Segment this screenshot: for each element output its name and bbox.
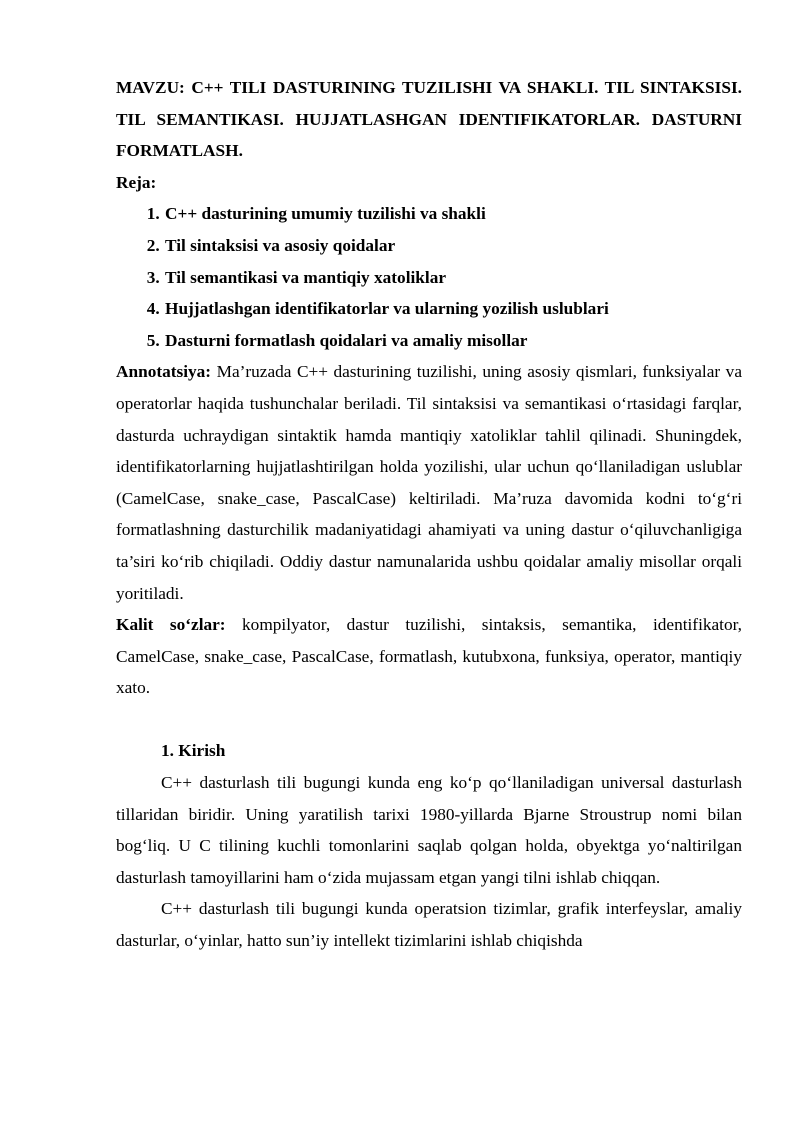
annotation-label: Annotatsiya:: [116, 362, 212, 382]
keywords-label: Kalit so‘zlar:: [116, 615, 226, 635]
section-heading: 1. Kirish: [161, 741, 226, 761]
plan-label: Reja:: [116, 172, 157, 192]
plan-item: 2. Til sintaksisi va asosiy qoidalar: [164, 230, 742, 262]
plan-item: 1. C++ dasturining umumiy tuzilishi va shakli: [164, 198, 742, 230]
annotation-text: Ma’ruzada C++ dasturining tuzilishi, uning asosiy qismlari, funksiyalar va operatorlar haqida tushunchalar beriladi. Til sintaksisi va semantikasi o‘rtasidagi farqlar, dasturda uchraydigan sintaktik hamda mantiqiy xatoliklar tahlil qilinadi. Shuningdek, identifikatorlarning hujjatlashtirilgan holda yozilishi, ular uchun qo‘llaniladigan uslublar (CamelCase, snake_case, PascalCase) keltiriladi. Ma’ruza davomida kodni to‘g‘ri formatlashning dasturchilik madaniyatidagi ahamiyati va uning dastur o‘qiluvchanligiga ta’siri ko‘rib chiqiladi. Oddiy dastur namunalarida ushbu qoidalar amaliy misollar orqali yoritiladi.: [116, 362, 742, 603]
body-paragraph: C++ dasturlash tili bugungi kunda operatsion tizimlar, grafik interfeyslar, amaliy dasturlar, o‘yinlar, hatto sun’iy intellekt tizimlarini ishlab chiqishda: [116, 899, 742, 951]
plan-list: [116, 198, 742, 356]
document-page: [116, 72, 742, 957]
plan-item: 5. Dasturni formatlash qoidalari va amaliy misollar: [164, 325, 742, 357]
plan-item: 4. Hujjatlashgan identifikatorlar va ularning yozilish uslublari: [164, 293, 742, 325]
blank-line: [116, 704, 742, 736]
keywords-text: kompilyator, dastur tuzilishi, sintaksis, semantika, identifikator, CamelCase, snake_case, PascalCase, formatlash, kutubxona, funksiya, operator, mantiqiy xato.: [116, 615, 743, 698]
document-title: MAVZU: C++ TILI DASTURINING TUZILISHI VA SHAKLI. TIL SINTAKSISI. TIL SEMANTIKASI. HUJJATLASHGAN IDENTIFIKATORLAR. DASTURNI FORMATLASH.: [116, 78, 742, 161]
plan-item: 3. Til semantikasi va mantiqiy xatoliklar: [164, 262, 742, 294]
keywords-paragraph: [116, 609, 742, 704]
body-paragraph: C++ dasturlash tili bugungi kunda eng ko‘p qo‘llaniladigan universal dasturlash tillaridan biridir. Uning yaratilish tarixi 1980-yillarda Bjarne Stroustrup nomi bilan bog‘liq. U C tilining kuchli tomonlarini saqlab qolgan holda, obyektga yo‘naltirilgan dasturlash tamoyillarini ham o‘zida mujassam etgan yangi tilni ishlab chiqqan.: [116, 773, 742, 887]
annotation-paragraph: [116, 356, 742, 609]
